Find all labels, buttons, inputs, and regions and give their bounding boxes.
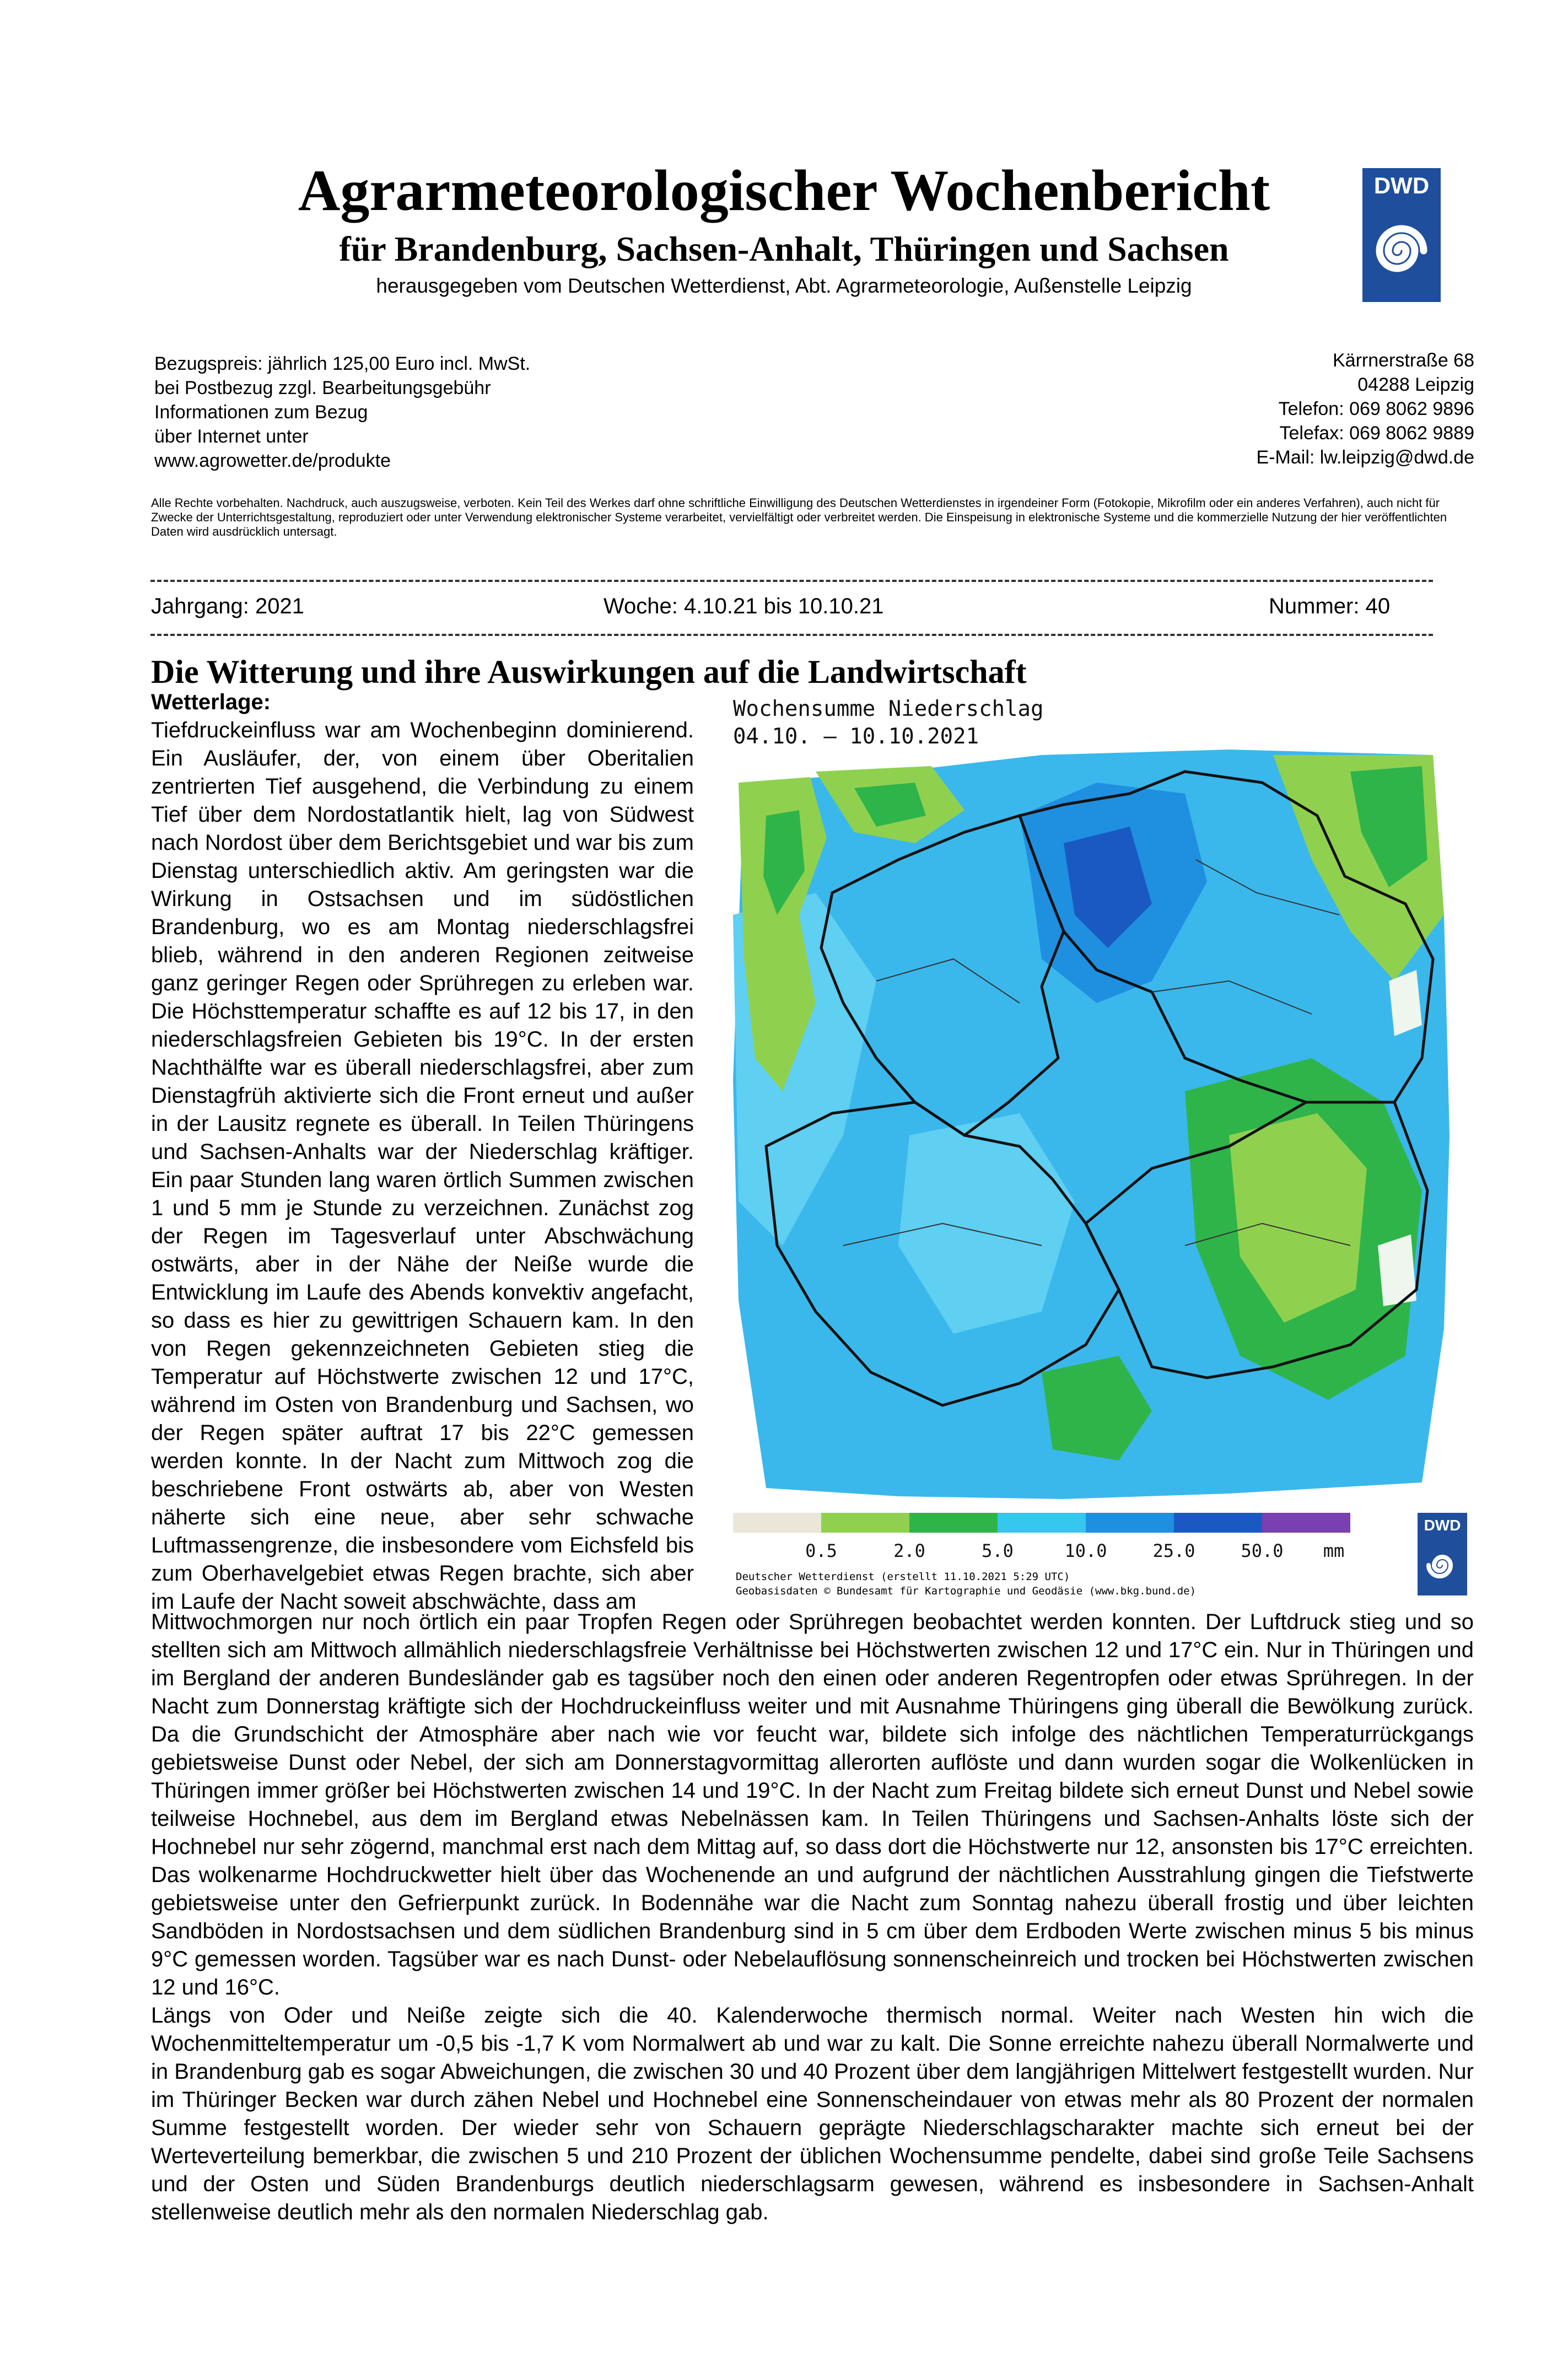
legend-swatch (1262, 1513, 1350, 1533)
subscription-line: Bezugspreis: jährlich 125,00 Euro incl. MwSt. (154, 353, 531, 374)
weather-paragraph: Tiefdruckeinfluss war am Wochenbeginn dominierend. Ein Ausläufer, der, von einem über Oberitalien zentrierten Tief ausgehend, die Verbindung zu einem Tief über dem Nordostatlantik hielt, lag von Südwest nach Nordost über dem Berichtsgebiet und war bis zum Dienstag unterschiedlich aktiv. Am geringsten war die Wirkung in Ostsachsen und im südöstlichen Brandenburg, wo es am Montag niederschlagsfrei blieb, während in den anderen Regionen zeitweise ganz geringer Regen oder Sprühregen zu erleben war. Die Höchsttemperatur schaffte es auf 12 bis 17, in den niederschlagsfreien Gebieten bis 19°C. In der ersten Nachthälfte war es überall niederschlagsfrei, aber zum Dienstagfrüh aktivierte sich die Front erneut und außer in der Lausitz regnete es überall. In Teilen Thüringens und Sachsen-Anhalts war der Niederschlag kräftiger. Ein paar Stunden lang waren örtlich Summen zwischen 1 und 5 mm je Stunde zu verzeichnen. Zunächst zog der Regen im Tagesverlauf unter Abschwächung ostwärts, aber in der Nähe der Neiße wurde die Entwicklung im Laufe des Abends konvektiv angefacht, so dass es hier zu gewittrigen Schauern kam. In den von Regen gekennzeichneten Gebieten stieg die Temperatur auf Höchstwerte zwischen 12 und 17°C, während im Osten von Brandenburg und Sachsen, wo der Regen später auftrat 17 bis 22°C gemessen werden konnte. In der Nacht zum Mittwoch zog die beschriebene Front ostwärts ab, aber von Westen näherte sich eine neue, aber sehr schwache Luftmassengrenze, die insbesondere vom Eichsfeld bis zum Oberhavelgebiet etwas Regen brachte, sich aber im Laufe der Nacht soweit abschwächte, dass am (151, 718, 694, 1614)
legend-tick: 2.0 (893, 1540, 925, 1561)
legend-swatch (1174, 1513, 1262, 1533)
copyright-notice: Alle Rechte vorbehalten. Nachdruck, auch auszugsweise, verboten. Kein Teil des Werkes darf ohne schriftliche Einwilligung des Deutschen Wetterdienstes in irgendeiner Form (Fotokopie, Mikrofilm oder ein anderes Verfahren), auch nicht für Zwecke der Unterrichtsgestaltung, reproduziert oder unter Verwendung elektronischer Systeme verarbeitet, vervielfältigt oder verbreitet werden. Die Einspeisung in elektronische Systeme und die kommerzielle Nutzung der hier veröffentlichten Daten wird ausdrücklich untersagt. (151, 496, 1447, 538)
issue-year: Jahrgang: 2021 (151, 594, 305, 618)
contact-fax: Telefax: 069 8062 9889 (1279, 423, 1474, 444)
divider (150, 580, 1433, 582)
subscription-line: über Internet unter (154, 426, 309, 447)
legend-tick: 10.0 (1064, 1540, 1107, 1561)
weather-paragraph: Mittwochmorgen nur noch örtlich ein paar Tropfen Regen oder Sprühregen beobachtet werden konnten. Der Luftdruck stieg und so stellten sich am Mittwoch allmählich niederschlagsfreie Verhältnisse bei Höchstwerten zwischen 12 und 17°C ein. Nur in Thüringen und im Bergland der anderen Bundesländer gab es tagsüber noch den einen oder anderen Regentropfen oder etwas Sprühregen. In der Nacht zum Donnerstag kräftigte sich der Hochdruckeinfluss weiter und mit Ausnahme Thüringens ging überall die Bewölkung zurück. Da die Grundschicht der Atmosphäre aber nach wie vor feucht war, bildete sich infolge des nächtlichen Temperaturrückgangs gebietsweise Dunst oder Nebel, der sich am Donnerstagvormittag allerorten auflöste und dann wurden sogar die Wolkenlücken in Thüringen immer größer bei Höchstwerten zwischen 14 und 19°C. In der Nacht zum Freitag bildete sich erneut Dunst und Nebel sowie teilweise Hochnebel, aus dem im Bergland etwas Nebelnässen kam. In Teilen Thüringens und Sachsen-Anhalts löste sich der Hochnebel nur sehr zögernd, manchmal erst nach dem Mittag auf, so dass dort die Höchstwerte nur 12, ansonsten bis 17°C erreichten. Das wolkenarme Hochdruckwetter hielt über das Wochenende an und aufgrund der nächtlichen Ausstrahlung gingen die Tiefstwerte gebietsweise unter den Gefrierpunkt zurück. In Bodennähe war die Nacht zum Sonntag nahezu überall frostig und über leichten Sandböden in Nordostsachsen und dem südlichen Brandenburg sind in 5 cm über dem Erdboden Werte zwischen minus 5 bis minus 9°C gemessen worden. Tagsüber war es nach Dunst- oder Nebelauflösung sonnenscheinreich und trocken bei Höchstwerten zwischen 12 und 16°C. (151, 1610, 1474, 1999)
contact-street: Kärrnerstraße 68 (1333, 350, 1474, 371)
divider (150, 634, 1433, 636)
dwd-logo (1362, 168, 1441, 302)
precipitation-map (733, 750, 1450, 1505)
section-title: Die Witterung und ihre Auswirkungen auf die Landwirtschaft (151, 654, 1027, 690)
summary-paragraph: Längs von Oder und Neiße zeigte sich die 40. Kalenderwoche thermisch normal. Weiter nach Westen hin wich die Wochenmitteltemperatur um -0,5 bis -1,7 K vom Normalwert ab und war zu kalt. Die Sonne erreichte nahezu überall Normalwerte und in Brandenburg gab es sogar Abweichungen, die zwischen 30 und 40 Prozent über dem langjährigen Mittelwert festgestellt wurden. Nur im Thüringer Becken war durch zähen Nebel und Hochnebel eine Sonnenscheindauer von etwas mehr als 80 Prozent der normalen Summe festgestellt worden. Der wieder sehr von Schauern geprägte Niederschlagscharakter machte sich erneut bei der Werteverteilung bemerkbar, die zwischen 5 und 210 Prozent der üblichen Wochensumme pendelte, dabei sind große Teile Sachsens und der Osten und Süden Brandenburgs deutlich niederschlagsarm gewesen, während es insbesondere in Sachsen-Anhalt stellenweise deutlich mehr als den normalen Niederschlag gab. (151, 2003, 1474, 2224)
contact-info (1257, 348, 1474, 470)
dwd-logo-text: DWD (1373, 172, 1430, 198)
map-title-text: Wochensumme Niederschlag (733, 697, 1044, 721)
issue-number: Nummer: 40 (1269, 594, 1391, 618)
subscription-line: Informationen zum Bezug (154, 402, 368, 423)
subscription-link[interactable]: www.agrowetter.de/produkte (154, 450, 391, 471)
contact-email[interactable]: E-Mail: lw.leipzig@dwd.de (1256, 447, 1474, 468)
legend-swatch (998, 1513, 1086, 1533)
legend-swatch (1086, 1513, 1174, 1533)
map-title (733, 696, 1044, 751)
subscription-info (154, 352, 530, 473)
dwd-map-logo (1418, 1513, 1467, 1595)
publisher-line: herausgegeben vom Deutschen Wetterdienst, Abt. Agrarmeteorologie, Außenstelle Leipzig (376, 274, 1192, 297)
legend-colorbar (733, 1513, 1350, 1533)
map-credit-line: Deutscher Wetterdienst (erstellt 11.10.2021 5:29 UTC) (736, 1571, 1070, 1583)
contact-city: 04288 Leipzig (1357, 374, 1474, 395)
legend-tick: 5.0 (982, 1540, 1014, 1561)
section-subheading: Wetterlage: (151, 690, 271, 714)
legend-swatch (909, 1513, 998, 1533)
legend-tick: 50.0 (1241, 1540, 1284, 1561)
legend-unit: mm (1323, 1540, 1345, 1561)
legend-tick: 25.0 (1152, 1540, 1195, 1561)
report-title: Agrarmeteorologischer Wochenbericht (298, 158, 1270, 223)
issue-week: Woche: 4.10.21 bis 10.10.21 (604, 594, 884, 618)
map-credits (736, 1570, 1196, 1598)
map-period: 04.10. – 10.10.2021 (733, 724, 979, 749)
subscription-line: bei Postbezug zzgl. Bearbeitungsgebühr (154, 378, 491, 398)
map-credit-line: Geobasisdaten © Bundesamt für Kartographie und Geodäsie (www.bkg.bund.de) (736, 1585, 1197, 1597)
report-subtitle: für Brandenburg, Sachsen-Anhalt, Thüringen und Sachsen (339, 229, 1229, 268)
dwd-map-logo-text: DWD (1424, 1517, 1461, 1534)
legend-swatch (821, 1513, 909, 1533)
legend-swatch (733, 1513, 821, 1533)
contact-phone: Telefon: 069 8062 9896 (1278, 398, 1474, 419)
map-area-white (1389, 970, 1422, 1036)
legend-tick: 0.5 (805, 1540, 837, 1561)
